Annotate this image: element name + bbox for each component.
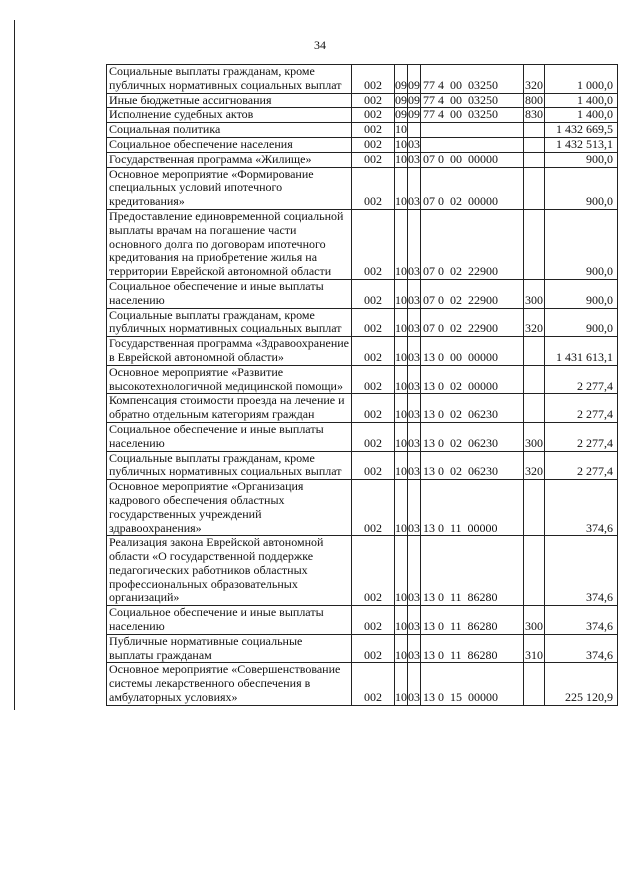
row-pr-code: 03	[408, 536, 421, 606]
row-csr-code: 13 0 02 06230	[421, 422, 524, 451]
row-gr-code: 002	[352, 634, 395, 663]
row-vr-code	[524, 365, 545, 394]
row-csr-code: 07 0 02 22900	[421, 308, 524, 337]
row-vr-code	[524, 337, 545, 366]
table-row	[107, 152, 618, 167]
row-rz-code: 10	[395, 365, 408, 394]
row-name: Социальные выплаты гражданам, кроме публичных нормативных социальных выплат	[107, 65, 352, 94]
row-gr-code: 002	[352, 422, 395, 451]
row-name: Иные бюджетные ассигнования	[107, 93, 352, 108]
page-number: 34	[314, 38, 326, 52]
row-pr-code: 03	[408, 663, 421, 705]
row-rz-code: 10	[395, 136, 407, 151]
table-row	[107, 65, 618, 94]
row-name: Основное мероприятие «Совершенствование системы лекарственного обеспечения в амбулаторных условиях»	[107, 663, 352, 705]
row-gr-code: 002	[352, 65, 395, 94]
row-sum: 1 400,0	[545, 93, 618, 108]
row-vr-code	[524, 663, 545, 705]
row-rz-code: 10	[395, 151, 407, 166]
row-vr-code	[524, 480, 545, 536]
row-gr-code: 002	[352, 365, 395, 394]
row-rz-code: 10	[395, 279, 408, 308]
table-row	[107, 634, 618, 663]
row-rz-code: 10	[395, 480, 408, 536]
row-vr-code	[524, 137, 545, 152]
row-vr-code	[524, 536, 545, 606]
row-gr-code: 002	[352, 152, 395, 167]
row-gr-code: 002	[352, 209, 395, 279]
row-pr-code: 03	[408, 365, 421, 394]
row-vr-code: 320	[524, 65, 545, 94]
row-csr-code: 77 4 00 03250	[421, 65, 524, 94]
row-sum: 225 120,9	[545, 663, 618, 705]
budget-table	[106, 64, 618, 706]
row-pr-code: 03	[408, 422, 421, 451]
row-sum: 374,6	[545, 536, 618, 606]
row-pr-code: 03	[408, 480, 421, 536]
row-vr-code	[524, 209, 545, 279]
row-pr-code: 03	[408, 606, 421, 635]
row-vr-code: 300	[524, 279, 545, 308]
row-vr-code: 300	[524, 606, 545, 635]
row-name: Социальное обеспечение и иные выплаты населению	[107, 279, 352, 308]
row-csr-code: 07 0 02 22900	[421, 209, 524, 279]
row-gr-code: 002	[352, 536, 395, 606]
row-csr-code: 13 0 15 00000	[421, 663, 524, 705]
row-sum: 900,0	[545, 308, 618, 337]
row-gr-code: 002	[352, 394, 395, 423]
row-vr-code: 800	[525, 92, 543, 107]
table-row	[107, 480, 618, 536]
row-sum: 1 432 513,1	[545, 137, 618, 152]
row-name: Основное мероприятие «Организация кадрового обеспечения областных государственных учреждений здравоохранения»	[107, 480, 352, 536]
row-pr-code: 03	[408, 136, 420, 151]
row-csr-code: 13 0 11 86280	[421, 634, 524, 663]
table-row	[107, 337, 618, 366]
row-rz-code: 10	[395, 536, 408, 606]
row-sum: 2 277,4	[545, 422, 618, 451]
table-row	[107, 93, 618, 108]
row-gr-code: 002	[352, 167, 395, 209]
row-gr-code: 002	[352, 337, 395, 366]
row-csr-code: 13 0 00 00000	[421, 337, 524, 366]
row-csr-code: 07 0 02 00000	[421, 167, 524, 209]
row-vr-code	[524, 123, 545, 138]
table-row	[107, 167, 618, 209]
table-row	[107, 279, 618, 308]
row-csr-code: 77 4 00 03250	[421, 93, 524, 108]
row-gr-code: 002	[352, 308, 395, 337]
row-rz-code: 10	[395, 167, 408, 209]
row-csr-code: 13 0 02 00000	[421, 365, 524, 394]
row-csr-code: 13 0 02 06230	[421, 394, 524, 423]
row-csr-code: 77 4 00 03250	[421, 108, 524, 123]
row-csr-code: 13 0 11 00000	[421, 480, 524, 536]
row-name: Исполнение судебных актов	[107, 108, 352, 123]
row-csr-code: 07 0 02 22900	[421, 279, 524, 308]
row-pr-code	[408, 123, 421, 138]
row-name: Реализация закона Еврейской автономной области «О государственной поддержке педагогических работников областных профессиональных образовательных организаций»	[107, 536, 352, 606]
row-gr-code: 002	[352, 480, 395, 536]
row-rz-code: 09	[395, 107, 407, 122]
row-name: Основное мероприятие «Развитие высокотехнологичной медицинской помощи»	[107, 365, 352, 394]
row-vr-code: 830	[525, 107, 543, 122]
table-row	[107, 663, 618, 705]
table-row	[107, 422, 618, 451]
row-pr-code: 09	[408, 65, 421, 94]
row-sum: 900,0	[545, 209, 618, 279]
row-csr-code: 07 0 00 00000	[421, 152, 524, 167]
row-pr-code: 09	[408, 107, 420, 122]
row-sum: 2 277,4	[545, 365, 618, 394]
row-gr-code: 002	[352, 663, 395, 705]
row-vr-code: 320	[524, 308, 545, 337]
row-gr-code: 002	[352, 93, 395, 108]
table-row	[107, 308, 618, 337]
row-gr-code: 002	[352, 108, 395, 123]
row-gr-code: 002	[352, 137, 395, 152]
row-name: Социальные выплаты гражданам, кроме публичных нормативных социальных выплат	[107, 308, 352, 337]
row-sum: 2 277,4	[545, 451, 618, 480]
row-csr-code	[421, 123, 524, 138]
row-name: Публичные нормативные социальные выплаты гражданам	[107, 634, 352, 663]
row-name: Социальное обеспечение и иные выплаты населению	[107, 422, 352, 451]
row-gr-code: 002	[352, 451, 395, 480]
row-vr-code: 300	[524, 422, 545, 451]
row-rz-code: 10	[395, 394, 408, 423]
row-name: Государственная программа «Жилище»	[107, 152, 352, 167]
row-sum: 1 400,0	[545, 108, 618, 123]
table-row	[107, 137, 618, 152]
row-rz-code: 10	[395, 308, 408, 337]
table-row	[107, 606, 618, 635]
table-row	[107, 451, 618, 480]
row-sum: 1 432 669,5	[545, 123, 618, 138]
row-pr-code: 03	[408, 634, 421, 663]
row-sum: 2 277,4	[545, 394, 618, 423]
table-row	[107, 123, 618, 138]
row-sum: 900,0	[545, 152, 618, 167]
row-pr-code: 03	[408, 451, 421, 480]
row-sum: 374,6	[545, 634, 618, 663]
row-gr-code: 002	[352, 123, 395, 138]
row-sum: 1 000,0	[545, 65, 618, 94]
row-vr-code	[524, 152, 545, 167]
row-name: Предоставление единовременной социальной выплаты врачам на погашение части основного долга по договорам ипотечного кредитования на приобретение жилья на территории Еврейской автономной области	[107, 209, 352, 279]
table-row	[107, 209, 618, 279]
row-pr-code: 03	[408, 337, 421, 366]
row-rz-code: 09	[395, 92, 407, 107]
row-name: Основное мероприятие «Формирование специальных условий ипотечного кредитования»	[107, 167, 352, 209]
table-row	[107, 394, 618, 423]
row-rz-code: 10	[395, 451, 408, 480]
row-csr-code: 13 0 02 06230	[421, 451, 524, 480]
table-row	[107, 365, 618, 394]
row-rz-code: 10	[395, 663, 408, 705]
row-csr-code: 13 0 11 86280	[421, 536, 524, 606]
row-sum: 900,0	[545, 279, 618, 308]
row-pr-code: 03	[408, 279, 421, 308]
row-pr-code: 09	[408, 92, 420, 107]
row-rz-code: 10	[395, 209, 408, 279]
row-name: Компенсация стоимости проезда на лечение и обратно отдельным категориям граждан	[107, 394, 352, 423]
row-pr-code: 03	[408, 209, 421, 279]
row-pr-code: 03	[408, 151, 420, 166]
row-sum: 374,6	[545, 480, 618, 536]
table-row	[107, 108, 618, 123]
row-vr-code: 310	[524, 634, 545, 663]
row-rz-code: 09	[395, 65, 408, 94]
row-name: Государственная программа «Здравоохранение в Еврейской автономной области»	[107, 337, 352, 366]
row-sum: 1 431 613,1	[545, 337, 618, 366]
row-name: Социальное обеспечение и иные выплаты населению	[107, 606, 352, 635]
row-name: Социальные выплаты гражданам, кроме публичных нормативных социальных выплат	[107, 451, 352, 480]
row-rz-code: 10	[395, 422, 408, 451]
row-vr-code	[524, 167, 545, 209]
row-gr-code: 002	[352, 606, 395, 635]
row-pr-code: 03	[408, 308, 421, 337]
row-sum: 900,0	[545, 167, 618, 209]
row-sum: 374,6	[545, 606, 618, 635]
row-rz-code: 10	[395, 337, 408, 366]
row-pr-code: 03	[408, 167, 421, 209]
row-csr-code	[421, 137, 524, 152]
row-gr-code: 002	[352, 279, 395, 308]
row-name: Социальная политика	[107, 123, 352, 138]
row-rz-code: 10	[395, 634, 408, 663]
row-csr-code: 13 0 11 86280	[421, 606, 524, 635]
scan-edge-line	[14, 20, 15, 710]
row-vr-code: 320	[524, 451, 545, 480]
row-pr-code: 03	[408, 394, 421, 423]
table-row	[107, 536, 618, 606]
row-rz-code: 10	[395, 122, 407, 137]
row-vr-code	[524, 394, 545, 423]
row-rz-code: 10	[395, 606, 408, 635]
row-name: Социальное обеспечение населения	[107, 137, 352, 152]
